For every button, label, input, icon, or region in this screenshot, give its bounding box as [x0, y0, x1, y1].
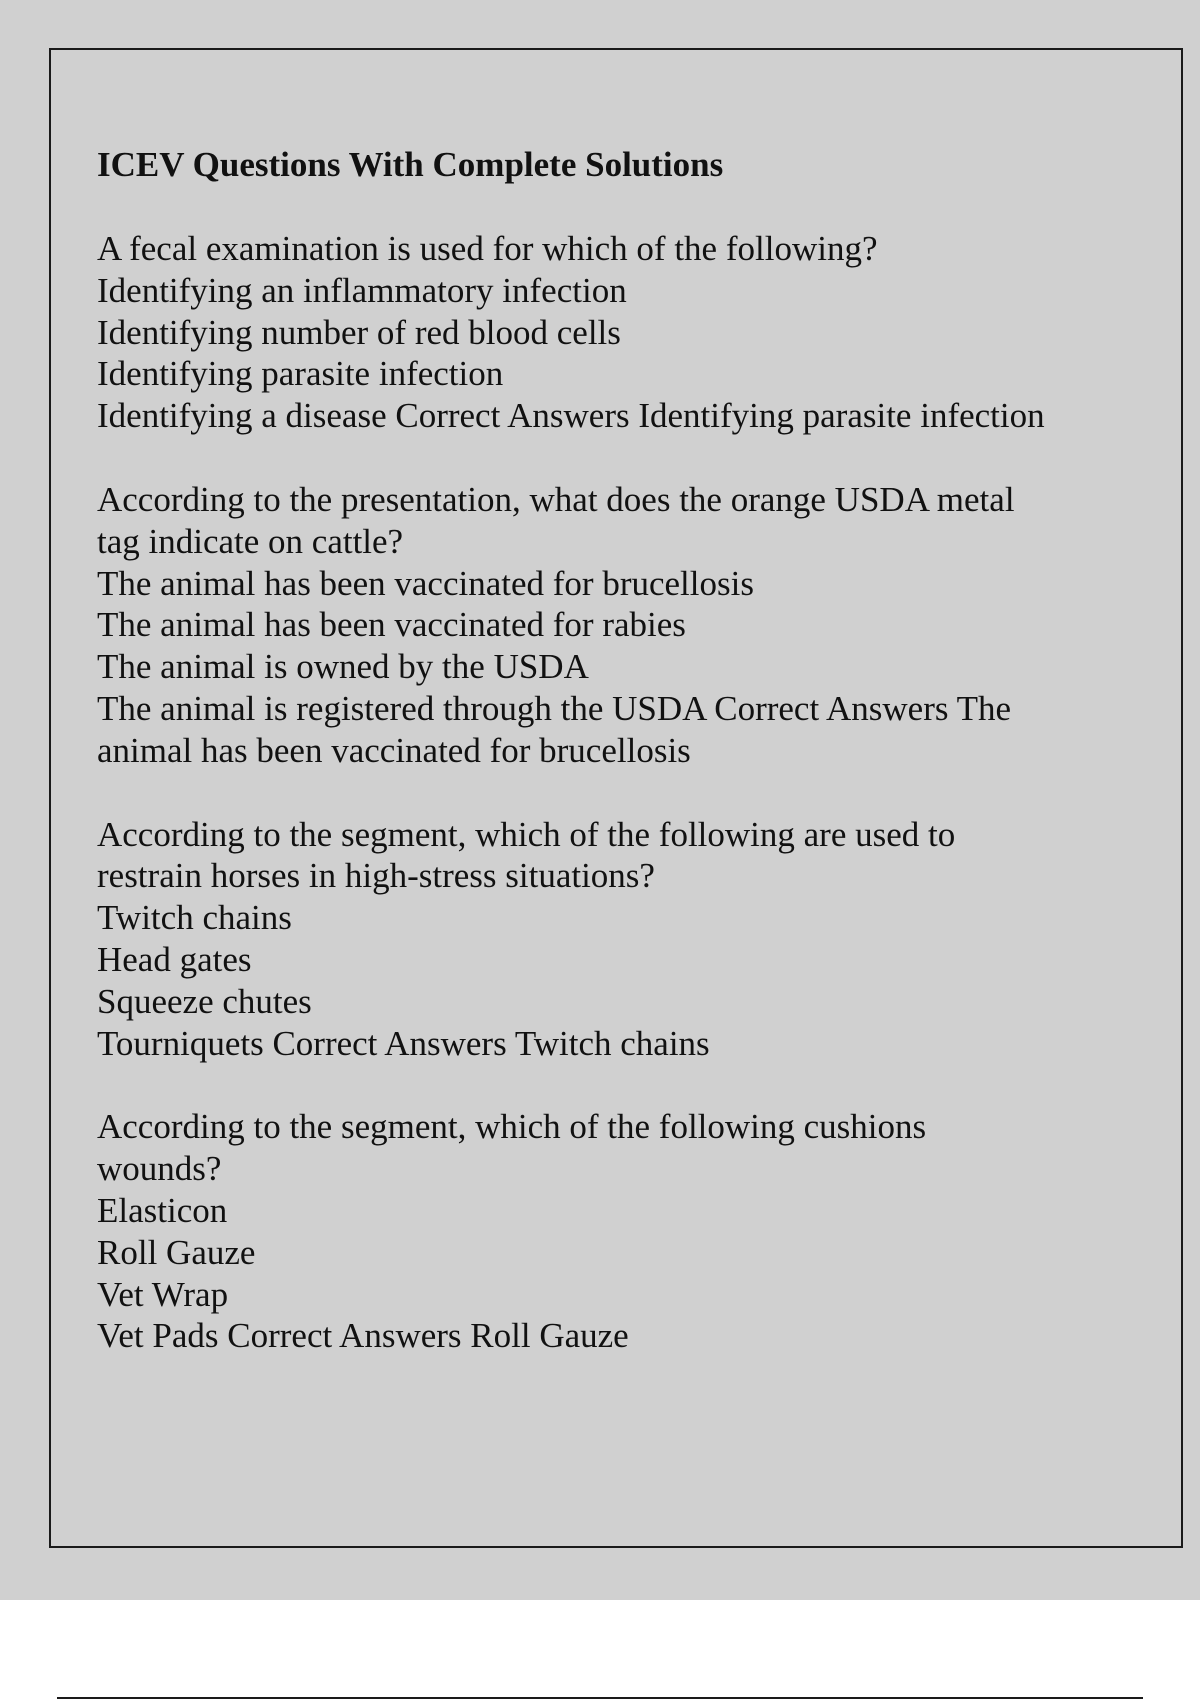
question-text: According to the segment, which of the following are used to restrain horses in high-stress situations? — [97, 814, 956, 896]
question-text: According to the presentation, what does the orange USDA metal tag indicate on cattle? — [97, 479, 1015, 561]
answer-option: Roll Gauze — [97, 1232, 256, 1272]
answer-option: Elasticon — [97, 1190, 228, 1230]
answer-option: Head gates — [97, 939, 252, 979]
question-block-4 — [97, 1106, 1057, 1357]
question-text: According to the segment, which of the following cushions wounds? — [97, 1107, 927, 1189]
answer-line: Vet Pads Correct Answers Roll Gauze — [97, 1316, 629, 1356]
document-title: ICEV Questions With Complete Solutions — [97, 145, 724, 184]
answer-option: The animal has been vaccinated for rabies — [97, 605, 686, 645]
answer-option: Squeeze chutes — [97, 981, 312, 1021]
answer-option: The animal has been vaccinated for brucellosis — [97, 563, 754, 603]
answer-line: Tourniquets Correct Answers Twitch chains — [97, 1023, 710, 1063]
question-text: A fecal examination is used for which of the following? — [97, 229, 878, 268]
answer-option: Identifying number of red blood cells — [97, 312, 621, 352]
footer-rule — [57, 1697, 1143, 1699]
answer-line: The animal is registered through the USDA Correct Answers The animal has been vaccinated for brucellosis — [97, 688, 1012, 770]
answer-option: Twitch chains — [97, 898, 292, 938]
answer-option: Identifying parasite infection — [97, 354, 504, 394]
answer-line: Identifying a disease Correct Answers Identifying parasite infection — [97, 396, 1045, 436]
answer-option: Vet Wrap — [97, 1274, 229, 1314]
question-block-2 — [97, 479, 1057, 772]
document-content — [97, 96, 1057, 1357]
answer-option: The animal is owned by the USDA — [97, 647, 589, 687]
question-block-3 — [97, 814, 1057, 1065]
question-block-1 — [97, 228, 1057, 437]
answer-option: Identifying an inflammatory infection — [97, 270, 627, 310]
